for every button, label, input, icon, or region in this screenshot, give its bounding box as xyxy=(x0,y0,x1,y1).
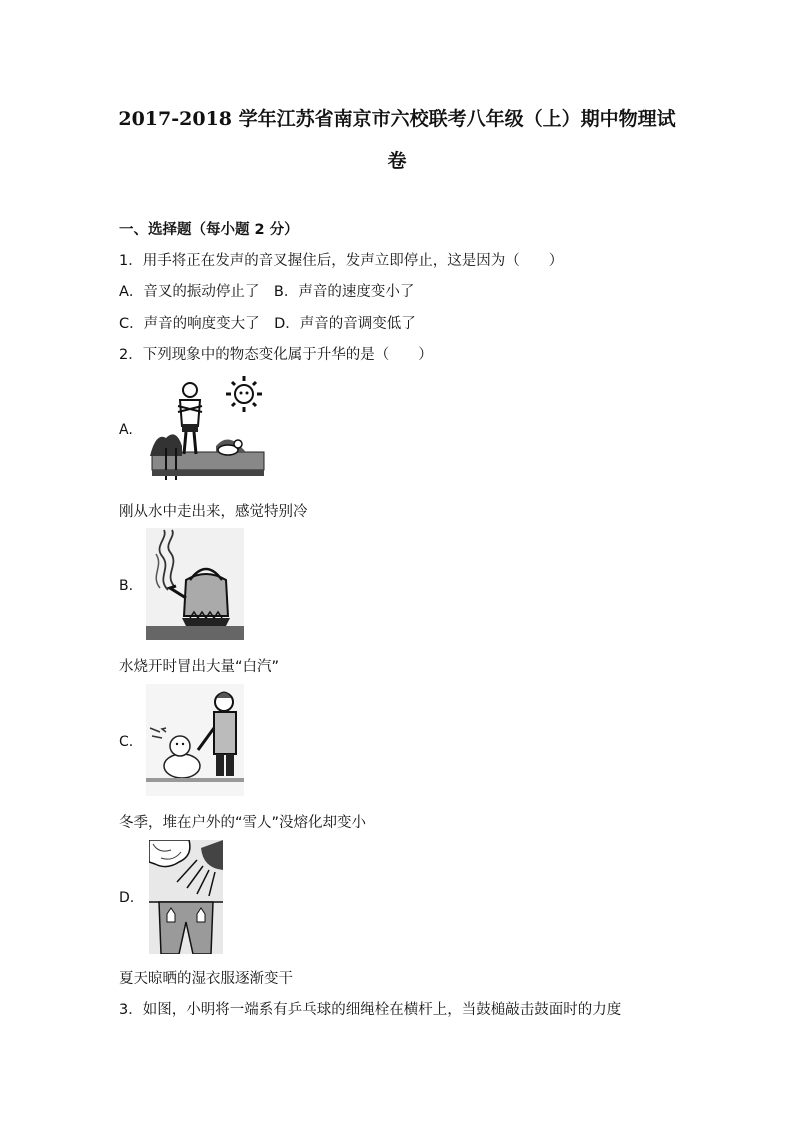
drying-clothes-illustration xyxy=(149,840,223,954)
snowman-illustration xyxy=(146,684,244,796)
option-b-caption: 水烧开时冒出大量“白汽” xyxy=(119,659,280,675)
section-heading: 一、选择题（每小题 2 分） xyxy=(119,222,299,238)
boiling-kettle-illustration xyxy=(146,528,244,640)
option-d-caption: 夏天晾晒的湿衣服逐渐变干 xyxy=(119,971,293,987)
option-a-caption: 刚从水中走出来，感觉特别冷 xyxy=(119,504,308,520)
question-1-options-cd: C．声音的响度变大了 D．声音的音调变低了 xyxy=(119,316,416,332)
option-b-label: B. xyxy=(119,578,134,594)
option-c-caption: 冬季，堆在户外的“雪人”没熔化却变小 xyxy=(119,815,367,831)
option-a-label: A. xyxy=(119,422,133,438)
question-1-stem: 1．用手将正在发声的音叉握住后，发声立即停止，这是因为（ ） xyxy=(119,253,564,269)
question-1-options-ab: A．音叉的振动停止了 B．声音的速度变小了 xyxy=(119,284,415,300)
question-3-stem: 3．如图，小明将一端系有乒乓球的细绳栓在横杆上，当鼓槌敲击鼓面时的力度 xyxy=(119,1002,622,1018)
swimmer-cold-illustration xyxy=(146,372,271,484)
question-2-stem: 2．下列现象中的物态变化属于升华的是（ ） xyxy=(119,347,433,363)
option-d-label: D. xyxy=(119,890,135,906)
page-title-line2: 卷 xyxy=(387,150,407,172)
page-title-line1: 2017-2018 学年江苏省南京市六校联考八年级（上）期中物理试 xyxy=(118,108,676,130)
option-c-label: C. xyxy=(119,734,134,750)
